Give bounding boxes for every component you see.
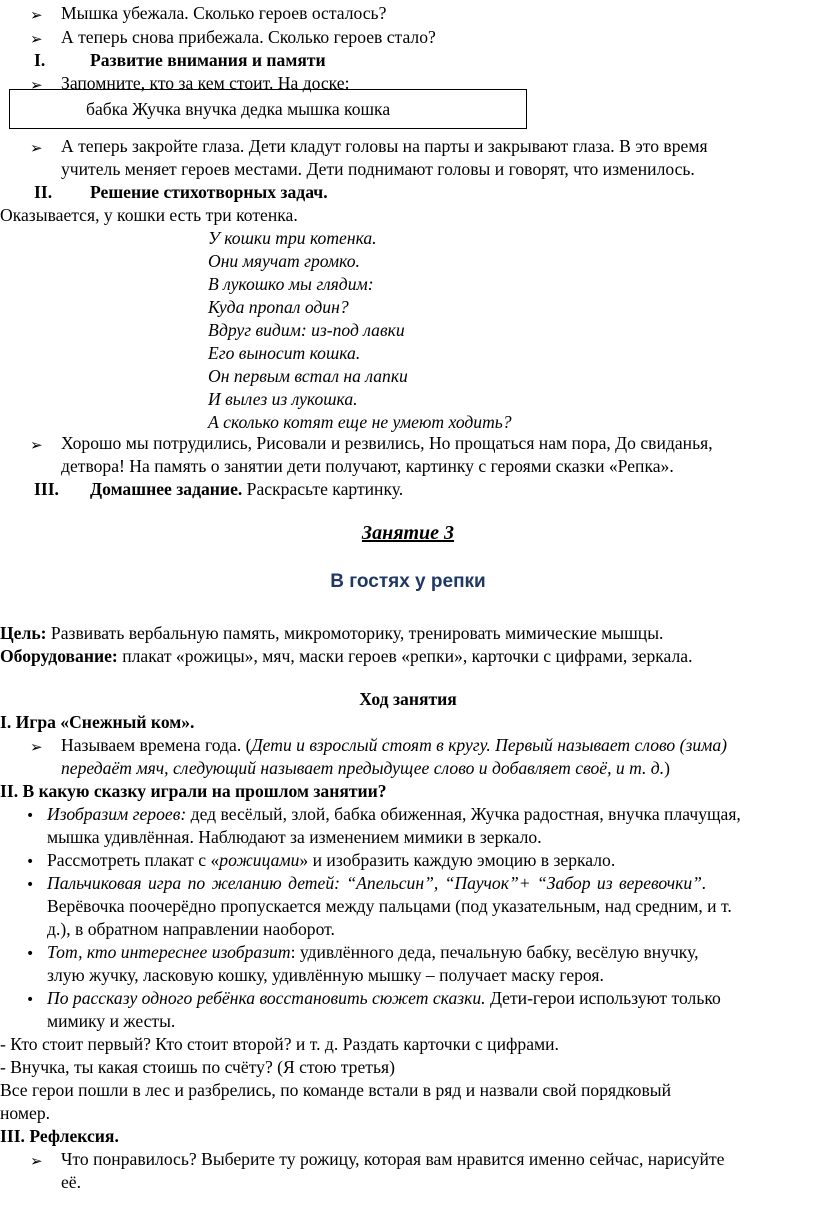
text-line (61, 734, 727, 758)
poem-line: Он первым встал на лапки (208, 366, 408, 386)
text-segment: Изобразим героев: (47, 804, 187, 824)
goal-line (0, 622, 663, 646)
poem-line: Они мяучат громко. (208, 251, 360, 271)
text-line: Что понравилось? Выберите ту рожицу, которая вам нравится именно сейчас, нарисуйте (61, 1149, 725, 1169)
text-segment: рожицами (219, 850, 300, 870)
bullet-icon: • (26, 808, 35, 824)
text-line: злую жучку, ласковую кошку, удивлённую мышку – получает маску героя. (47, 965, 604, 985)
text-line: мимику и жесты. (47, 1011, 176, 1031)
text-segment: : удивлённого деда, печальную бабку, весёлую внучку, (290, 942, 699, 962)
poem-line: Куда пропал один? (208, 297, 349, 317)
arrow-bullet-icon: ➢ (30, 139, 43, 157)
bullet-icon: • (26, 946, 35, 962)
text-segment: Дети-герои используют только (485, 988, 721, 1008)
homework-line (90, 478, 403, 502)
bullet-icon: • (26, 992, 35, 1008)
course-heading: Ход занятия (359, 689, 457, 709)
poem-line: У кошки три котенка. (208, 228, 377, 248)
text-line: мышка удивлённая. Наблюдают за изменением мимики в зеркало. (47, 827, 542, 847)
text-line: Пальчиковая игра по желанию детей: “Апельсин”, “Паучок”+ “Забор из веревочки”. (47, 873, 707, 893)
text-line: Верёвочка поочерёдно пропускается между пальцами (под указательным, над средним, и т. (47, 896, 732, 916)
section-title: Развитие внимания и памяти (90, 50, 326, 70)
lesson-title: Занятие 3 (361, 522, 455, 544)
arrow-bullet-icon: ➢ (30, 76, 43, 94)
lesson-subtitle: В гостях у репки (330, 571, 486, 592)
equipment-line (0, 645, 692, 669)
text-line (47, 849, 615, 873)
arrow-bullet-icon: ➢ (30, 6, 43, 24)
poem-line: А сколько котят еще не умеют ходить? (208, 412, 512, 432)
section-title: Решение стихотворных задач. (90, 182, 328, 202)
section-number: II. (34, 182, 53, 202)
text-line: Хорошо мы потрудились, Рисовали и резвились, Но прощаться нам пора, До свиданья, (61, 433, 713, 453)
text-segment: Дети и взрослый стоят в кругу. Первый называет слово (зима) (251, 735, 728, 755)
text-segment: По рассказу одного ребёнка восстановить сюжет сказки. (47, 988, 486, 1008)
text-line (61, 757, 670, 781)
text-line: номер. (0, 1103, 51, 1123)
text-line: д.), в обратном направлении наоборот. (47, 919, 335, 939)
text-line (47, 987, 721, 1011)
text-line: А теперь снова прибежала. Сколько героев стало? (61, 27, 436, 47)
poem-line: И вылез из лукошка. (208, 389, 358, 409)
text-line (47, 803, 741, 827)
text-segment: дед весёлый, злой, бабка обиженная, Жучка радостная, внучка плачущая, (186, 804, 741, 824)
text-line: Все герои пошли в лес и разбрелись, по команде встали в ряд и назвали свой порядковый (0, 1080, 672, 1100)
text-segment: Называем времена года. ( (61, 735, 252, 755)
text-line: Запомните, кто за кем стоит. На доске: (61, 73, 350, 93)
heroes-list: бабка Жучка внучка дедка мышка кошка (86, 99, 391, 119)
section-number: I. (34, 50, 46, 70)
poem-line: В лукошко мы глядим: (208, 274, 374, 294)
game2-title: II. В какую сказку играли на прошлом занятии? (0, 781, 387, 801)
homework-label: Домашнее задание. (90, 479, 243, 499)
equipment-label: Оборудование: (0, 646, 118, 666)
text-segment: ) (664, 758, 670, 778)
text-segment: Тот, кто интереснее изобразит (47, 942, 291, 962)
arrow-bullet-icon: ➢ (30, 436, 43, 454)
text-line: Оказывается, у кошки есть три котенка. (0, 205, 298, 225)
poem-line: Вдруг видим: из-под лавки (208, 320, 405, 340)
goal-text: Развивать вербальную память, микромоторику, тренировать мимические мышцы. (46, 623, 664, 643)
dialogue-line: - Кто стоит первый? Кто стоит второй? и т. д. Раздать карточки с цифрами. (0, 1034, 559, 1054)
text-line: учитель меняет героев местами. Дети поднимают головы и говорят, что изменилось. (61, 159, 695, 179)
text-line (47, 941, 699, 965)
bullet-icon: • (26, 877, 35, 893)
goal-label: Цель: (0, 623, 47, 643)
text-segment: передаёт мяч, следующий называет предыдущее слово и добавляет своё, и т. д. (61, 758, 665, 778)
bullet-icon: • (26, 854, 35, 870)
homework-text: Раскрасьте картинку. (242, 479, 404, 499)
arrow-bullet-icon: ➢ (30, 738, 43, 756)
text-line: её. (61, 1172, 82, 1192)
dialogue-line: - Внучка, ты какая стоишь по счёту? (Я стою третья) (0, 1057, 395, 1077)
text-segment: » и изобразить каждую эмоцию в зеркало. (299, 850, 616, 870)
text-line: Мышка убежала. Сколько героев осталось? (61, 3, 387, 23)
poem-line: Его выносит кошка. (208, 343, 361, 363)
text-segment: Рассмотреть плакат с « (47, 850, 220, 870)
arrow-bullet-icon: ➢ (30, 1152, 43, 1170)
arrow-bullet-icon: ➢ (30, 30, 43, 48)
section-number: III. (34, 479, 59, 499)
reflection-title: III. Рефлексия. (0, 1126, 119, 1146)
equipment-text: плакат «рожицы», мяч, маски героев «репки», карточки с цифрами, зеркала. (117, 646, 693, 666)
game1-title: I. Игра «Снежный ком». (0, 712, 195, 732)
text-line: детвора! На память о занятии дети получают, картинку с героями сказки «Репка». (61, 456, 674, 476)
text-line: А теперь закройте глаза. Дети кладут головы на парты и закрывают глаза. В это время (61, 136, 708, 156)
board-box (9, 89, 527, 129)
